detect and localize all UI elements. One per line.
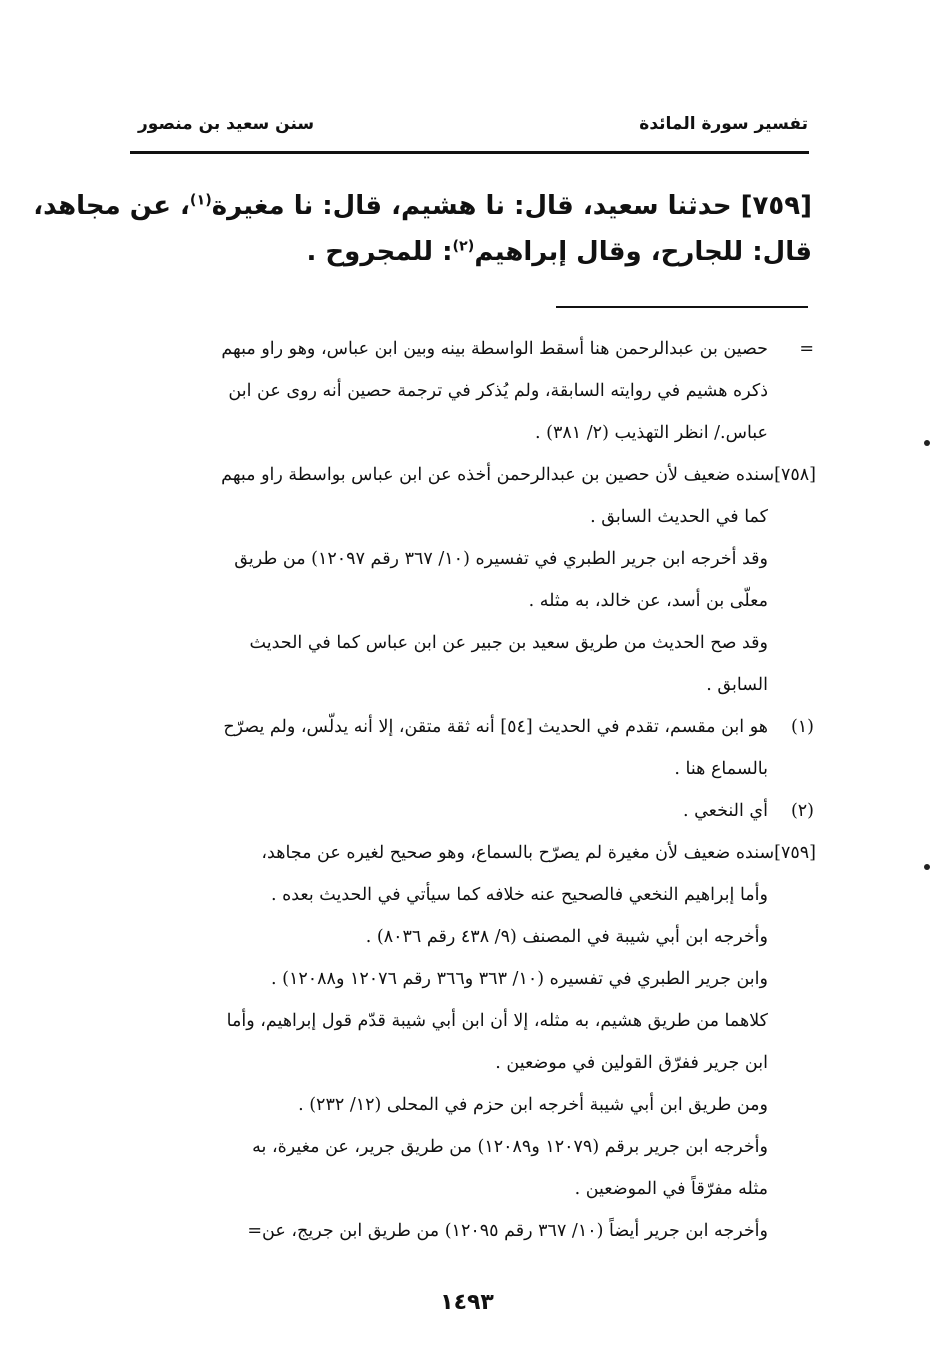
footnote-text: وأما إبراهيم النخعي فالصحيح عنه خلافه كما سيأتي في الحديث بعده . [270, 885, 768, 905]
footnote-rule [556, 306, 808, 308]
footnote-line [112, 622, 812, 664]
footnote-line [112, 1126, 812, 1168]
footnote-line [112, 580, 812, 622]
footnote-text: [٧٥٨]سنده ضعيف لأن حصين بن عبدالرحمن أخذه عن ابن عباس بواسطة راو مبهم [221, 465, 816, 485]
footnote-text: وقد أخرجه ابن جرير الطبري في تفسيره (١٠/ ٣٦٧ رقم ١٢٠٩٧) من طريق [234, 549, 768, 569]
footnote-text: وابن جرير الطبري في تفسيره (١٠/ ٣٦٣ و٣٦٦ رقم ١٢٠٧٦ و١٢٠٨٨) . [271, 969, 768, 989]
footnote-text: هو ابن مقسم، تقدم في الحديث [٥٤] أنه ثقة متقن، إلا أنه يدلّس، ولم يصرّح [223, 717, 768, 737]
header-rule [130, 151, 809, 154]
footnote-ref: (١) [189, 192, 212, 209]
margin-mark [924, 440, 930, 446]
footnote-text: كلاهما من طريق هشيم، به مثله، إلا أن ابن أبي شيبة قدّم قول إبراهيم، وأما [226, 1011, 768, 1031]
footnote-ref: (٢) [452, 238, 475, 255]
footnote-line [112, 790, 812, 832]
hadith-line-part: : للمجروح . [306, 237, 453, 267]
footnote-text: وأخرجه ابن جرير أيضاً (١٠/ ٣٦٧ رقم ١٢٠٩٥) من طريق ابن جريج، عن= [247, 1221, 768, 1241]
hadith-line [112, 229, 812, 275]
footnote-line [112, 874, 812, 916]
hadith-line-part: قال: للجارح، وقال إبراهيم [474, 237, 812, 267]
footnote-line [112, 412, 812, 454]
footnote-text: بالسماع هنا . [674, 759, 768, 779]
footnote-text: حصين بن عبدالرحمن هنا أسقط الواسطة بينه وبين ابن عباس، وهو راو مبهم [221, 339, 768, 359]
margin-mark [924, 864, 930, 870]
footnote-line [112, 916, 812, 958]
footnote-text: عباس./ انظر التهذيب (٢/ ٣٨١) . [535, 423, 768, 443]
footnote-line [112, 538, 812, 580]
hadith-text [33, 183, 812, 275]
footnote-line [112, 1042, 812, 1084]
footnote-text: أي النخعي . [682, 801, 768, 821]
footnote-text: ذكره هشيم في روايته السابقة، ولم يُذكر في ترجمة حصين أنه روى عن ابن [228, 381, 768, 401]
footnote-line [112, 370, 812, 412]
footnote-line [112, 748, 812, 790]
footnote-line [112, 496, 812, 538]
footnote-marker: = [799, 339, 814, 359]
footnote-line [112, 706, 812, 748]
hadith-line-part: [٧٥٩] حدثنا سعيد، قال: نا هشيم، قال: نا مغيرة [211, 191, 812, 221]
footnote-marker: (٢) [790, 801, 814, 821]
page-number: ١٤٩٣ [440, 1290, 494, 1315]
hadith-line [33, 183, 812, 229]
footnote-text: [٧٥٩]سنده ضعيف لأن مغيرة لم يصرّح بالسماع، وهو صحيح لغيره عن مجاهد، [261, 843, 816, 863]
footnote-text: وقد صح الحديث من طريق سعيد بن جبير عن ابن عباس كما في الحديث [249, 633, 768, 653]
footnote-line [112, 958, 812, 1000]
footnote-text: السابق . [706, 675, 768, 695]
footnote-line [112, 1168, 812, 1210]
footnote-text: وأخرجه ابن جرير برقم (١٢٠٧٩ و١٢٠٨٩) من طريق جرير، عن مغيرة، به [252, 1137, 768, 1157]
footnote-line [112, 664, 812, 706]
running-header-title: تفسير سورة المائدة [639, 114, 808, 134]
running-header-book: سنن سعيد بن منصور [138, 114, 315, 134]
footnote-line [112, 1084, 812, 1126]
footnote-line [112, 328, 812, 370]
footnote-text: مثله مفرّقاً في الموضعين . [574, 1179, 768, 1199]
footnote-line [112, 832, 816, 874]
footnote-line [112, 1210, 812, 1252]
footnote-text: وأخرجه ابن أبي شيبة في المصنف (٩/ ٤٣٨ رقم ٨٠٣٦) . [365, 927, 768, 947]
footnote-marker: (١) [790, 717, 814, 737]
hadith-line-part: ، عن مجاهد، [33, 191, 190, 221]
footnote-text: كما في الحديث السابق . [590, 507, 768, 527]
footnote-text: معلّى بن أسد، عن خالد، به مثله . [528, 591, 768, 611]
footnote-text: ابن جرير ففرّق القولين في موضعين . [495, 1053, 768, 1073]
footnote-line [112, 454, 816, 496]
footnote-text: ومن طريق ابن أبي شيبة أخرجه ابن حزم في المحلى (١٢/ ٢٣٢) . [298, 1095, 768, 1115]
footnote-line [112, 1000, 812, 1042]
